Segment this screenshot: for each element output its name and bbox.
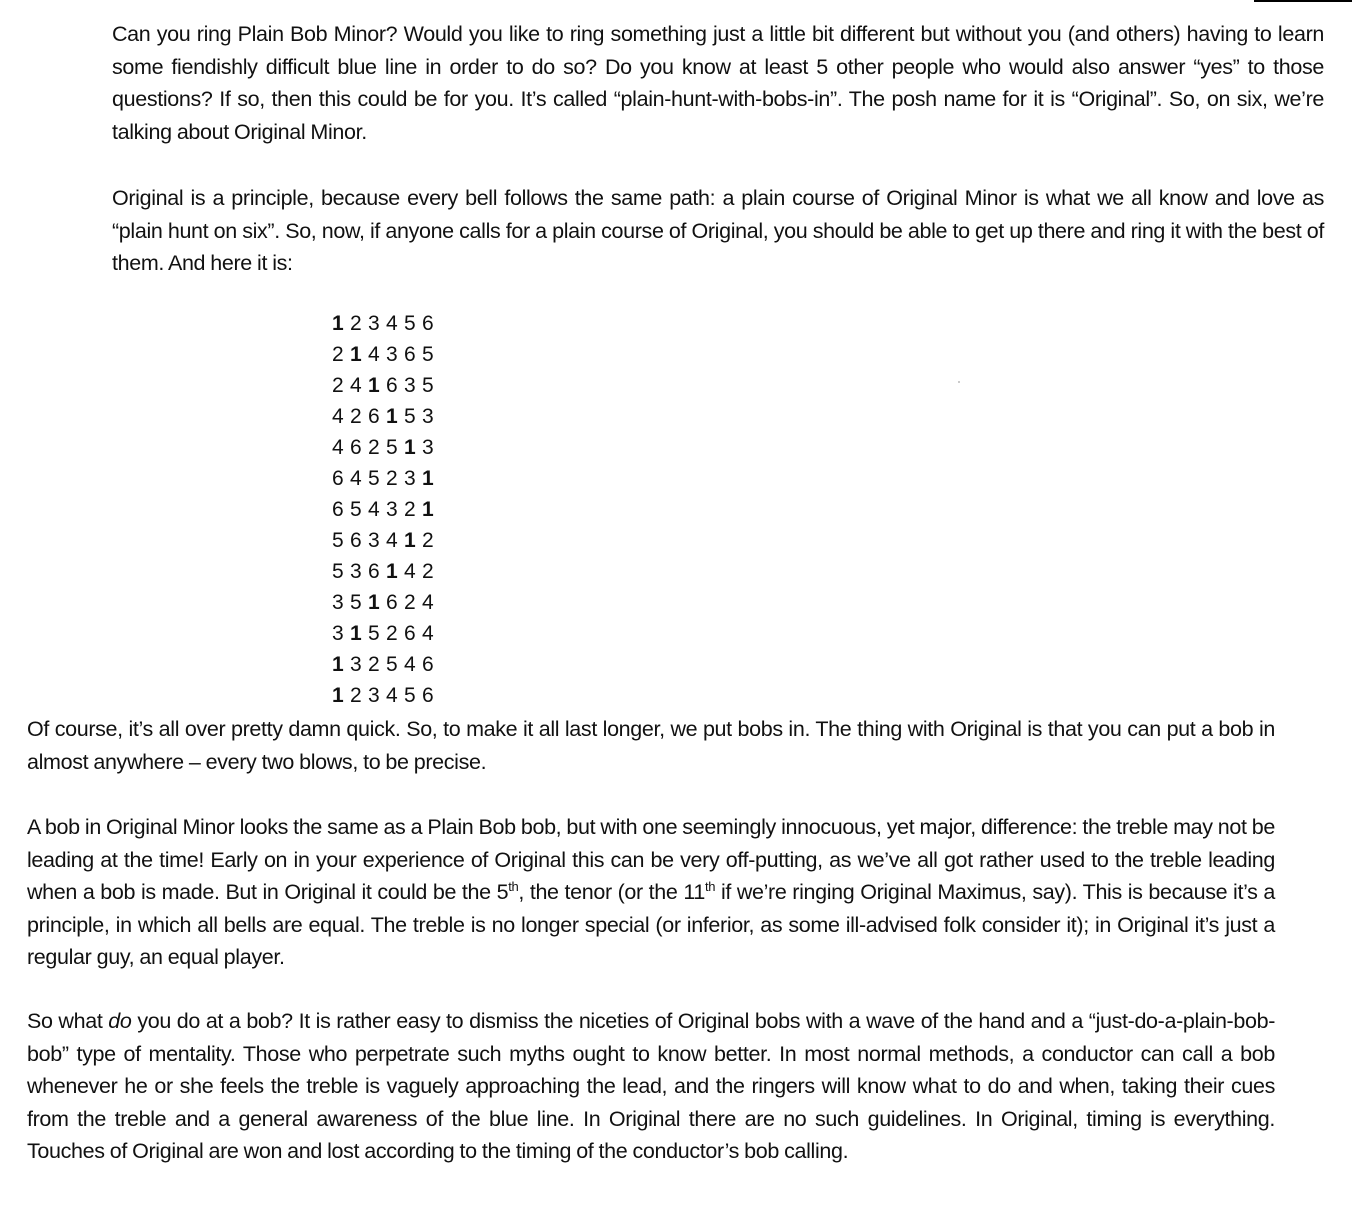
bell-number: 5 — [332, 560, 344, 583]
treble-bell: 1 — [422, 467, 434, 490]
bell-number: 6 — [332, 467, 344, 490]
bell-number: 3 — [350, 653, 362, 676]
p4-superscript-th: th — [508, 878, 519, 894]
bell-number: 6 — [332, 498, 344, 521]
bell-number: 6 — [404, 622, 416, 645]
top-edge-rule — [1254, 0, 1352, 2]
p4-part-b: , the tenor (or the 11 — [518, 880, 705, 904]
bell-number: 2 — [332, 374, 344, 397]
bell-number: 2 — [368, 653, 380, 676]
bell-number: 6 — [422, 312, 434, 335]
p5-emphasis-do: do — [108, 1009, 132, 1033]
bell-number: 3 — [386, 343, 398, 366]
treble-bell: 1 — [386, 405, 398, 428]
bell-number: 4 — [386, 684, 398, 707]
bell-number: 6 — [386, 591, 398, 614]
bell-number: 2 — [386, 622, 398, 645]
bell-number: 4 — [422, 591, 434, 614]
bell-number: 5 — [350, 498, 362, 521]
change-row — [332, 308, 440, 339]
bell-number: 3 — [422, 436, 434, 459]
bell-number: 4 — [350, 374, 362, 397]
bell-number: 4 — [368, 343, 380, 366]
principle-paragraph: Original is a principle, because every bell follows the same path: a plain course of Original Minor is what we all know and love as “plain hunt on six”. So, now, if anyone calls for a plain course of Original, you should be able to get up there and ring it with the best of them. And here it is: — [112, 186, 1324, 275]
bell-number: 3 — [368, 312, 380, 335]
bell-number: 5 — [350, 591, 362, 614]
plain-course-rows — [332, 308, 440, 711]
intro-paragraph: Can you ring Plain Bob Minor? Would you like to ring something just a little bit different but without you (and others) having to learn some fiendishly difficult blue line in order to do so? Do you know at least 5 other people who would also answer “yes” to those questions? If so, then this could be for you. It’s called “plain-hunt-with-bobs-in”. The posh name for it is “Original”. So, on six, we’re talking about Original Minor. — [112, 22, 1324, 144]
bell-number: 5 — [422, 343, 434, 366]
bell-number: 5 — [404, 405, 416, 428]
bell-number: 2 — [332, 343, 344, 366]
bell-number: 3 — [386, 498, 398, 521]
bell-number: 4 — [332, 436, 344, 459]
bell-number: 3 — [368, 684, 380, 707]
bell-number: 4 — [386, 529, 398, 552]
bell-number: 2 — [422, 560, 434, 583]
change-row — [332, 587, 440, 618]
treble-bell: 1 — [368, 374, 380, 397]
bell-number: 3 — [350, 560, 362, 583]
change-row — [332, 618, 440, 649]
treble-bell: 1 — [404, 436, 416, 459]
treble-bell: 1 — [350, 343, 362, 366]
change-row — [332, 370, 440, 401]
bell-number: 4 — [404, 560, 416, 583]
bell-number: 5 — [368, 467, 380, 490]
bell-number: 5 — [368, 622, 380, 645]
bell-number: 6 — [404, 343, 416, 366]
bobs-paragraph: Of course, it’s all over pretty damn quick. So, to make it all last longer, we put bobs in. The thing with Original is that you can put a bob in almost anywhere – every two blows, to be precise. — [27, 717, 1275, 774]
bell-number: 6 — [386, 374, 398, 397]
change-row — [332, 556, 440, 587]
change-row — [332, 401, 440, 432]
bell-number: 6 — [422, 653, 434, 676]
bell-number: 4 — [404, 653, 416, 676]
bell-number: 4 — [350, 467, 362, 490]
bell-number: 4 — [368, 498, 380, 521]
bell-number: 6 — [368, 560, 380, 583]
bell-number: 5 — [404, 684, 416, 707]
bell-number: 2 — [350, 405, 362, 428]
p5-part-b: you do at a bob? It is rather easy to dismiss the niceties of Original bobs with a wave of the hand and a “just-do-a-plain-bob-bob” type of mentality. Those who perpetrate such myths ought to know better. In most normal methods, a conductor can call a bob whenever he or she feels the treble is vaguely approaching the lead, and the ringers will know what to do and when, taking their cues from the treble and a general awareness of the blue line. In Original there are no such guidelines. In Original, timing is everything. Touches of Original are won and lost according to the timing of the conductor’s bob calling. — [27, 1009, 1276, 1163]
change-row — [332, 494, 440, 525]
change-row — [332, 463, 440, 494]
bell-number: 2 — [350, 312, 362, 335]
treble-bell: 1 — [386, 560, 398, 583]
bell-number: 6 — [368, 405, 380, 428]
treble-bell: 1 — [332, 653, 344, 676]
bell-number: 4 — [422, 622, 434, 645]
treble-bell: 1 — [332, 312, 344, 335]
bell-number: 5 — [422, 374, 434, 397]
bell-number: 2 — [404, 498, 416, 521]
bell-number: 3 — [368, 529, 380, 552]
p4-part-c: if we’re ringing Original Maximus, say). This is because it’s a principle, in which all bells are equal. The treble is no longer special (or inferior, as some ill-advised folk consider it); in Original it’s just a regular guy, an equal player. — [27, 880, 1275, 969]
change-row — [332, 680, 440, 711]
bell-number: 2 — [386, 467, 398, 490]
change-row — [332, 525, 440, 556]
bob-difference-paragraph — [27, 811, 1275, 974]
p5-part-a: So what — [27, 1009, 109, 1033]
change-row — [332, 432, 440, 463]
bell-number: 3 — [332, 591, 344, 614]
bell-number: 5 — [386, 653, 398, 676]
bell-number: 3 — [422, 405, 434, 428]
treble-bell: 1 — [422, 498, 434, 521]
bell-number: 2 — [368, 436, 380, 459]
bell-number: 6 — [422, 684, 434, 707]
p4-superscript-th-2: th — [704, 878, 716, 894]
bell-number: 3 — [332, 622, 344, 645]
bell-number: 2 — [404, 591, 416, 614]
treble-bell: 1 — [332, 684, 344, 707]
bell-number: 3 — [404, 374, 416, 397]
bell-number: 5 — [404, 312, 416, 335]
bell-number: 5 — [386, 436, 398, 459]
change-row — [332, 339, 440, 370]
timing-paragraph — [27, 1005, 1275, 1168]
scan-speck — [958, 381, 960, 383]
bell-number: 6 — [350, 529, 362, 552]
bell-number: 2 — [350, 684, 362, 707]
bell-number: 5 — [332, 529, 344, 552]
bell-number: 4 — [332, 405, 344, 428]
treble-bell: 1 — [404, 529, 416, 552]
bell-number: 3 — [404, 467, 416, 490]
treble-bell: 1 — [368, 591, 380, 614]
bell-number: 2 — [422, 529, 434, 552]
change-row — [332, 649, 440, 680]
bell-number: 4 — [386, 312, 398, 335]
treble-bell: 1 — [350, 622, 362, 645]
p4-part-a: A bob in Original Minor looks the same as a Plain Bob bob, but with one seemingly innocuous, yet major, difference: the treble may not be leading at the time! Early on in your experience of Original this can be very off-putting, as we’ve all got rather used to the treble leading when a bob is made. But in Original it could be the 5 — [27, 815, 1275, 904]
bell-number: 6 — [350, 436, 362, 459]
